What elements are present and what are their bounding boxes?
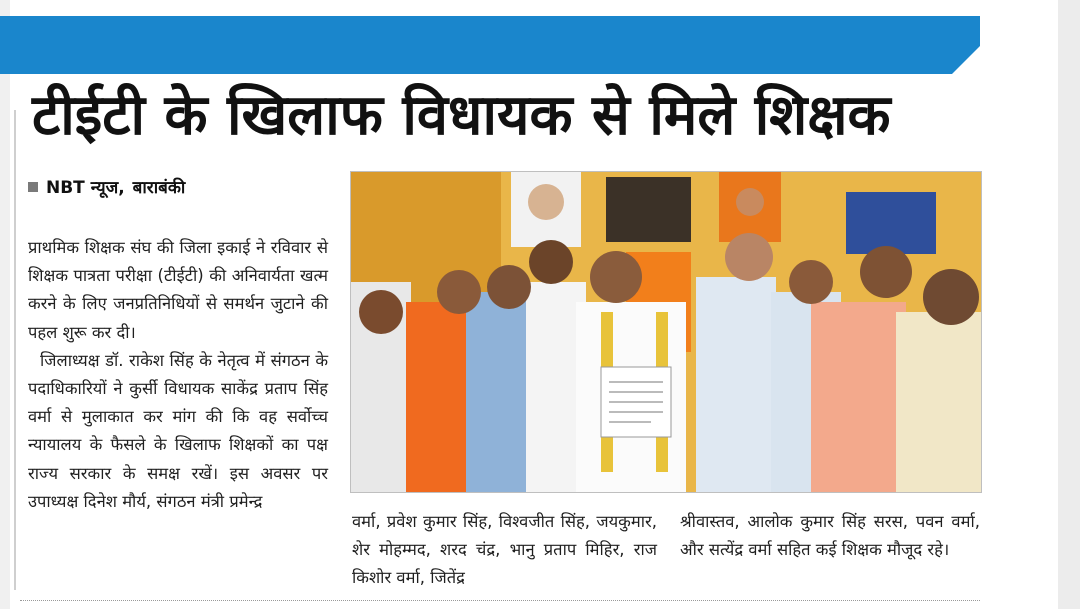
square-bullet-icon [28,182,38,192]
dateline-source: NBT न्यूज, [46,178,125,198]
article-paragraph-2: जिलाध्यक्ष डॉ. राकेश सिंह के नेतृत्व में संगठन के पदाधिकारियों ने कुर्सी विधायक साकेंद्र प्रताप सिंह वर्मा से मुलाकात कर मांग की कि वह सर्वोच्च न्यायालय के फैसले के खिलाफ शिक्षकों का पक्ष राज्य सरकार के समक्ष रखें। इस अवसर पर उपाध्यक्ष दिनेश मौर्य, संगठन मंत्री प्रमेन्द्र [28,350,328,511]
article-paragraph-1: प्राथमिक शिक्षक संघ की जिला इकाई ने रविवार से शिक्षक पात्रता परीक्षा (टीईटी) की अनिवार्यता खत्म करने के लिए जनप्रतिनिधियों से समर्थन जुटाने की पहल शुरू कर दी। [28,238,328,342]
section-banner [0,16,980,74]
page-margin-strip [1058,0,1080,609]
article-column-1 [28,234,328,516]
banner-notch [952,46,980,74]
article-column-2 [352,508,657,593]
news-photo [350,171,982,493]
article-column-2-text: वर्मा, प्रवेश कुमार सिंह, विश्वजीत सिंह, जयकुमार, शेर मोहम्मद, शरद चंद्र, भानु प्रताप मिहिर, राज किशोर वर्मा, जितेंद्र [352,512,657,588]
dateline-place: बाराबंकी [132,178,186,198]
headline: टीईटी के खिलाफ विधायक से मिले शिक्षक [32,83,891,148]
article-column-3 [680,508,980,564]
column-rule [14,110,16,590]
bottom-dotted-rule [20,600,980,601]
group-photo-illustration [351,172,981,492]
page-edge [0,0,10,609]
article-column-3-text: श्रीवास्तव, आलोक कुमार सिंह सरस, पवन वर्मा, और सत्येंद्र वर्मा सहित कई शिक्षक मौजूद रहे। [680,512,980,560]
dateline [28,175,185,198]
